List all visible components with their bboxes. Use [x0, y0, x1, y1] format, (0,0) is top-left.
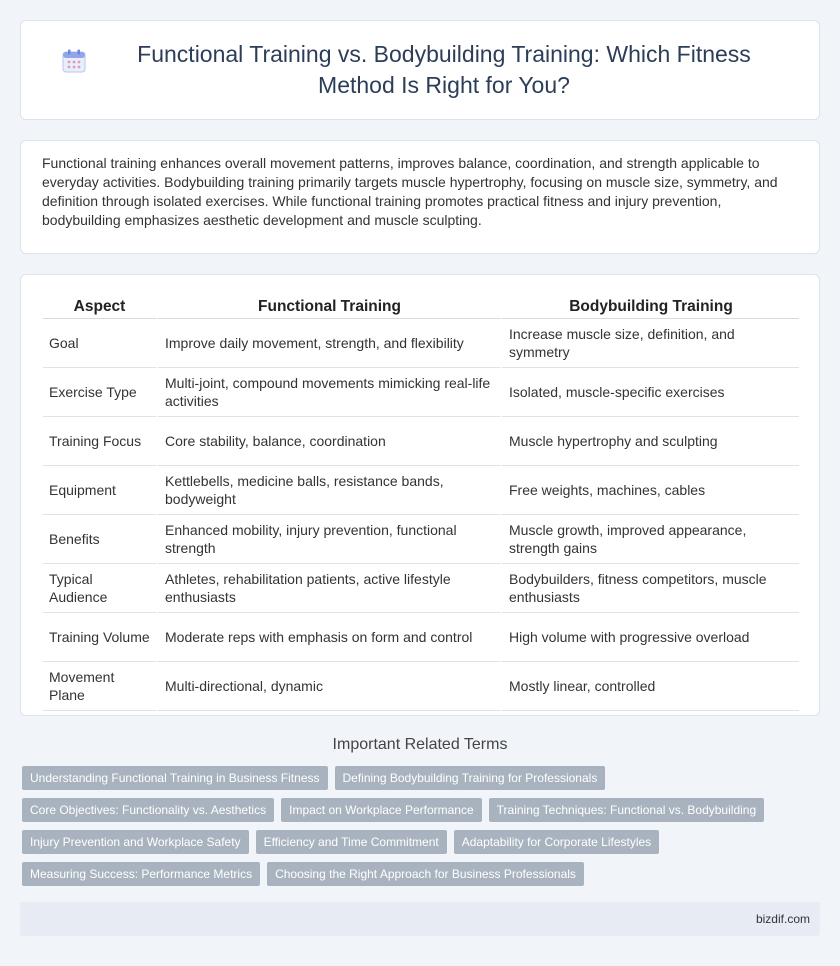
- cell-bodybuilding: Increase muscle size, definition, and symmetry: [500, 319, 799, 368]
- cell-functional: Kettlebells, medicine balls, resistance bands, bodyweight: [156, 466, 500, 515]
- cell-aspect: Training Focus: [43, 417, 156, 466]
- table-body: [43, 319, 799, 711]
- cell-functional: Moderate reps with emphasis on form and control: [156, 613, 500, 662]
- cell-bodybuilding: Muscle hypertrophy and sculpting: [500, 417, 799, 466]
- cell-aspect: Benefits: [43, 515, 156, 564]
- related-term-tag[interactable]: Choosing the Right Approach for Business Professionals: [267, 862, 584, 886]
- cell-functional: Core stability, balance, coordination: [156, 417, 500, 466]
- cell-bodybuilding: Free weights, machines, cables: [500, 466, 799, 515]
- cell-bodybuilding: Isolated, muscle-specific exercises: [500, 368, 799, 417]
- table-row: [43, 417, 799, 466]
- intro-paragraph: Functional training enhances overall movement patterns, improves balance, coordination, and strength applicable to everyday activities. Bodybuilding training primarily targets muscle hypertrophy, focusing on muscle size, symmetry, and definition through isolated exercises. While functional training promotes practical fitness and injury prevention, bodybuilding emphasizes aesthetic development and muscle sculpting.: [42, 155, 778, 228]
- table-row: [43, 613, 799, 662]
- related-term-tag[interactable]: Efficiency and Time Commitment: [256, 830, 447, 854]
- table-row: [43, 368, 799, 417]
- table-header-row: [43, 293, 799, 319]
- comparison-table: [43, 293, 799, 711]
- cell-functional: Enhanced mobility, injury prevention, functional strength: [156, 515, 500, 564]
- cell-functional: Multi-joint, compound movements mimicking real-life activities: [156, 368, 500, 417]
- header-bodybuilding: Bodybuilding Training: [500, 293, 799, 319]
- related-term-tag[interactable]: Adaptability for Corporate Lifestyles: [454, 830, 659, 854]
- related-terms-list: [22, 766, 822, 894]
- page-title: Functional Training vs. Bodybuilding Training: Which Fitness Method Is Right for You?: [137, 41, 751, 98]
- cell-bodybuilding: High volume with progressive overload: [500, 613, 799, 662]
- footer: [20, 902, 820, 936]
- table-row: [43, 662, 799, 711]
- tag-row: [22, 830, 822, 854]
- footer-site: bizdif.com: [755, 912, 810, 926]
- header-functional: Functional Training: [156, 293, 500, 319]
- cell-bodybuilding: Muscle growth, improved appearance, strength gains: [500, 515, 799, 564]
- cell-aspect: Equipment: [43, 466, 156, 515]
- related-term-tag[interactable]: Defining Bodybuilding Training for Professionals: [335, 766, 606, 790]
- calendar-icon: [61, 48, 87, 74]
- tag-row: [22, 862, 822, 886]
- related-term-tag[interactable]: Measuring Success: Performance Metrics: [22, 862, 260, 886]
- intro-card: [20, 140, 820, 254]
- cell-aspect: Training Volume: [43, 613, 156, 662]
- related-terms-title: Important Related Terms: [332, 736, 508, 753]
- comparison-card: [20, 274, 820, 716]
- cell-functional: Multi-directional, dynamic: [156, 662, 500, 711]
- cell-aspect: Goal: [43, 319, 156, 368]
- cell-aspect: Movement Plane: [43, 662, 156, 711]
- tag-row: [22, 798, 822, 822]
- tag-row: [22, 766, 822, 790]
- cell-bodybuilding: Bodybuilders, fitness competitors, muscle enthusiasts: [500, 564, 799, 613]
- table-row: [43, 466, 799, 515]
- related-term-tag[interactable]: Training Techniques: Functional vs. Bodybuilding: [489, 798, 765, 822]
- related-term-tag[interactable]: Core Objectives: Functionality vs. Aesthetics: [22, 798, 274, 822]
- related-term-tag[interactable]: Understanding Functional Training in Business Fitness: [22, 766, 328, 790]
- title-card: [20, 20, 820, 120]
- cell-functional: Improve daily movement, strength, and flexibility: [156, 319, 500, 368]
- cell-aspect: Exercise Type: [43, 368, 156, 417]
- cell-bodybuilding: Mostly linear, controlled: [500, 662, 799, 711]
- cell-functional: Athletes, rehabilitation patients, active lifestyle enthusiasts: [156, 564, 500, 613]
- table-row: [43, 564, 799, 613]
- related-term-tag[interactable]: Impact on Workplace Performance: [281, 798, 482, 822]
- table-row: [43, 515, 799, 564]
- cell-aspect: Typical Audience: [43, 564, 156, 613]
- table-row: [43, 319, 799, 368]
- header-aspect: Aspect: [43, 293, 156, 319]
- related-term-tag[interactable]: Injury Prevention and Workplace Safety: [22, 830, 249, 854]
